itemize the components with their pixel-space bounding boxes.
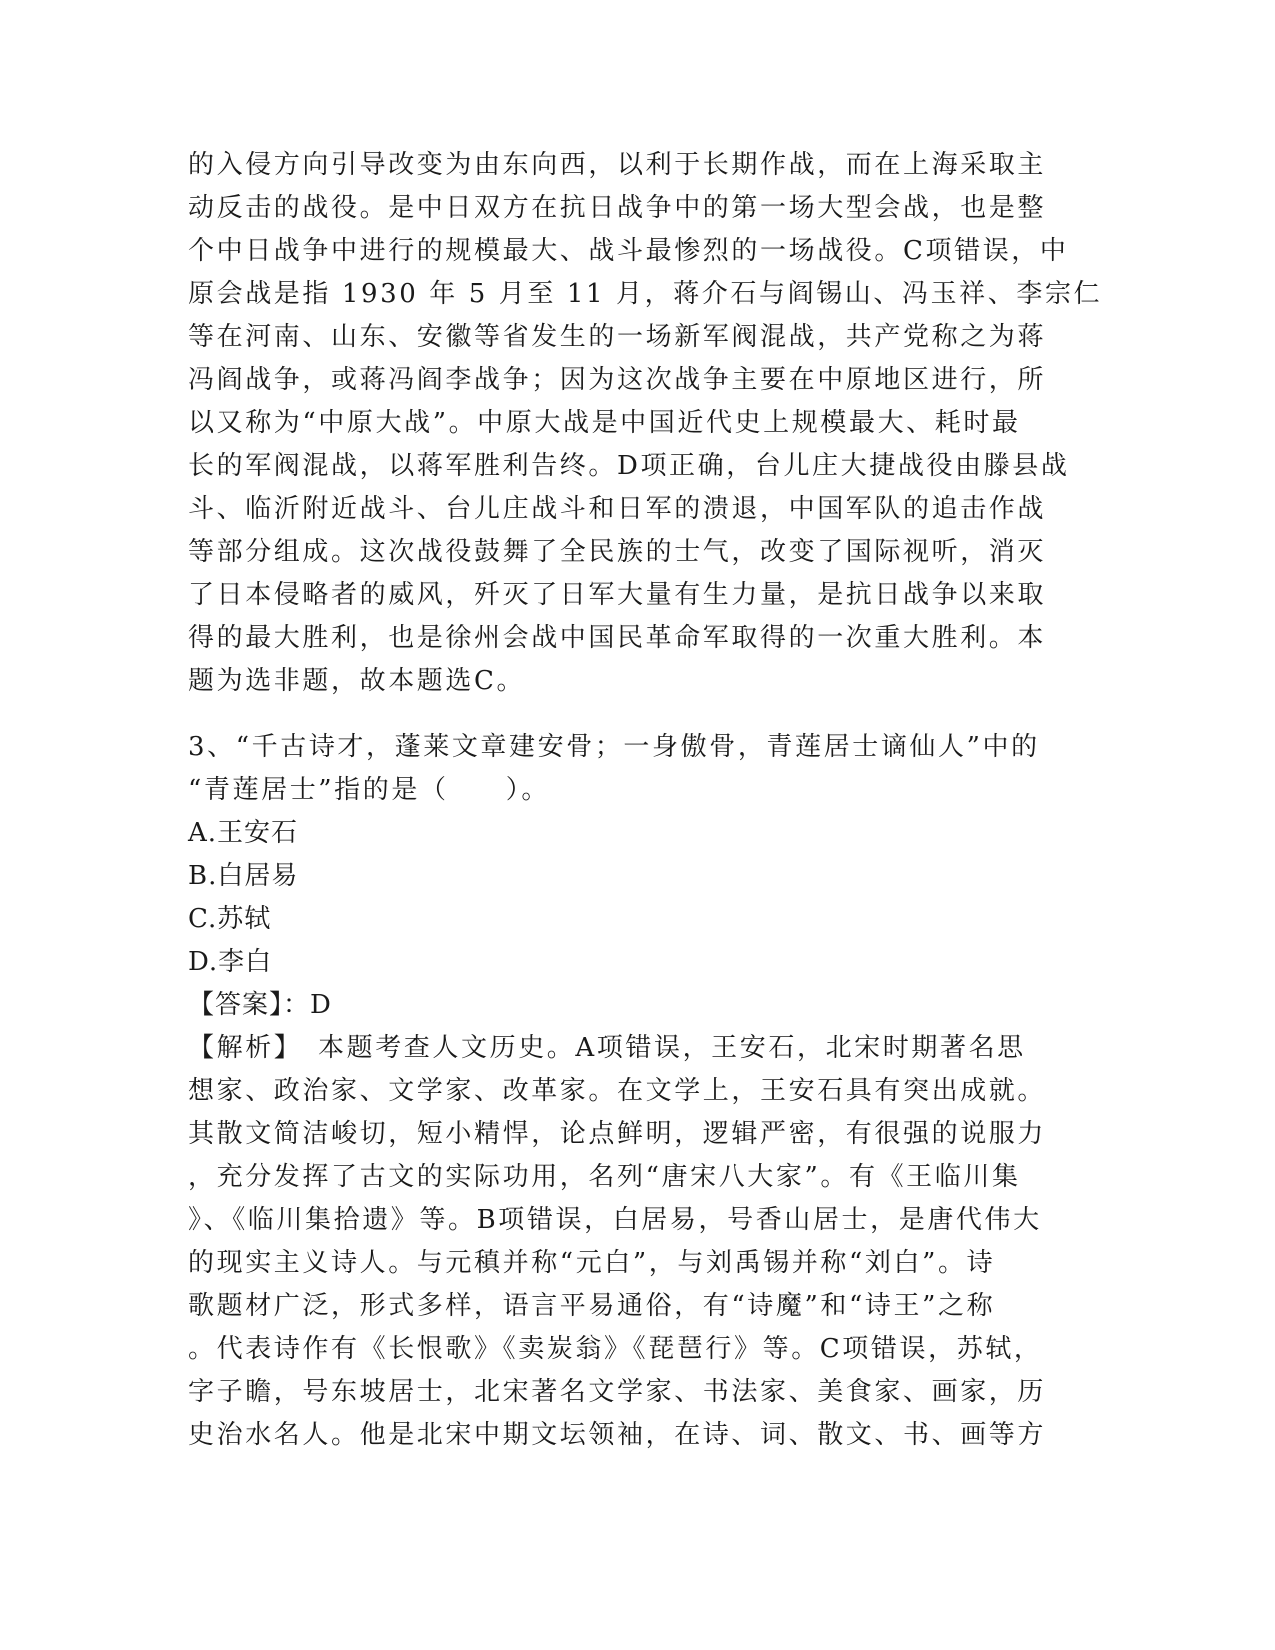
text-line: 动反击的战役。是中日双方在抗日战争中的第一场大型会战，也是整 bbox=[188, 193, 1047, 223]
paragraph-gap bbox=[188, 703, 1083, 726]
text-line: 长的军阀混战，以蒋军胜利告终。D项正确，台儿庄大捷战役由滕县战 bbox=[188, 451, 1070, 481]
explanation-line: 其散文简洁峻切，短小精悍，论点鲜明，逻辑严密，有很强的说服力 bbox=[188, 1119, 1047, 1149]
text-line: 以又称为“中原大战”。中原大战是中国近代史上规模最大、耗时最 bbox=[188, 408, 1021, 438]
text-line: 等在河南、山东、安徽等省发生的一场新军阀混战，共产党称之为蒋 bbox=[188, 322, 1047, 352]
answer-line: 【答案】：D bbox=[188, 990, 332, 1020]
option-b: B.白居易 bbox=[188, 861, 299, 891]
text-line: 冯阎战争，或蒋冯阎李战争；因为这次战争主要在中原地区进行，所 bbox=[188, 365, 1047, 395]
explanation-line: 》、《临川集拾遗》等。B项错误，白居易，号香山居士，是唐代伟大 bbox=[188, 1205, 1042, 1235]
text-line: 题为选非题，故本题选C。 bbox=[188, 666, 526, 696]
option-a: A.王安石 bbox=[188, 818, 299, 848]
text-line: 斗、临沂附近战斗、台儿庄战斗和日军的溃退，中国军队的追击作战 bbox=[188, 494, 1047, 524]
text-line: 了日本侵略者的威风，歼灭了日军大量有生力量，是抗日战争以来取 bbox=[188, 580, 1047, 610]
page-content bbox=[188, 144, 1103, 1457]
explanation-line: 歌题材广泛，形式多样，语言平易通俗，有“诗魔”和“诗王”之称 bbox=[188, 1291, 996, 1321]
explanation-line: ，充分发挥了古文的实际功用，名列“唐宋八大家”。有《王临川集 bbox=[188, 1162, 1021, 1192]
text-line: 个中日战争中进行的规模最大、战斗最惨烈的一场战役。C项错误，中 bbox=[188, 236, 1069, 266]
explanation-line: 想家、政治家、文学家、改革家。在文学上，王安石具有突出成就。 bbox=[188, 1076, 1047, 1106]
explanation-line: 字子瞻，号东坡居士，北宋著名文学家、书法家、美食家、画家，历 bbox=[188, 1377, 1047, 1407]
text-line: 得的最大胜利，也是徐州会战中国民革命军取得的一次重大胜利。本 bbox=[188, 623, 1047, 653]
explanation-line: 史治水名人。他是北宋中期文坛领袖，在诗、词、散文、书、画等方 bbox=[188, 1420, 1047, 1450]
explanation-line: 的现实主义诗人。与元稹并称“元白”，与刘禹锡并称“刘白”。诗 bbox=[188, 1248, 996, 1278]
text-line: 的入侵方向引导改变为由东向西，以利于长期作战，而在上海采取主 bbox=[188, 150, 1047, 180]
option-c: C.苏轼 bbox=[188, 904, 272, 934]
explanation-line: 【解析】 本题考查人文历史。A项错误，王安石，北宋时期著名思 bbox=[188, 1033, 1026, 1063]
question-stem-line: “青莲居士”指的是（ ）。 bbox=[188, 775, 550, 805]
previous-explanation bbox=[188, 144, 1103, 703]
question-stem-line: 3、“千古诗才，蓬莱文章建安骨；一身傲骨，青莲居士谪仙人”中的 bbox=[188, 732, 1040, 762]
question-block bbox=[188, 726, 1083, 1457]
text-line: 原会战是指 1930 年 5 月至 11 月，蒋介石与阎锡山、冯玉祥、李宗仁 bbox=[188, 279, 1103, 309]
option-d: D.李白 bbox=[188, 947, 273, 977]
text-line: 等部分组成。这次战役鼓舞了全民族的士气，改变了国际视听，消灭 bbox=[188, 537, 1047, 567]
explanation-line: 。代表诗作有《长恨歌》《卖炭翁》《琵琶行》等。C项错误，苏轼， bbox=[188, 1334, 1043, 1364]
